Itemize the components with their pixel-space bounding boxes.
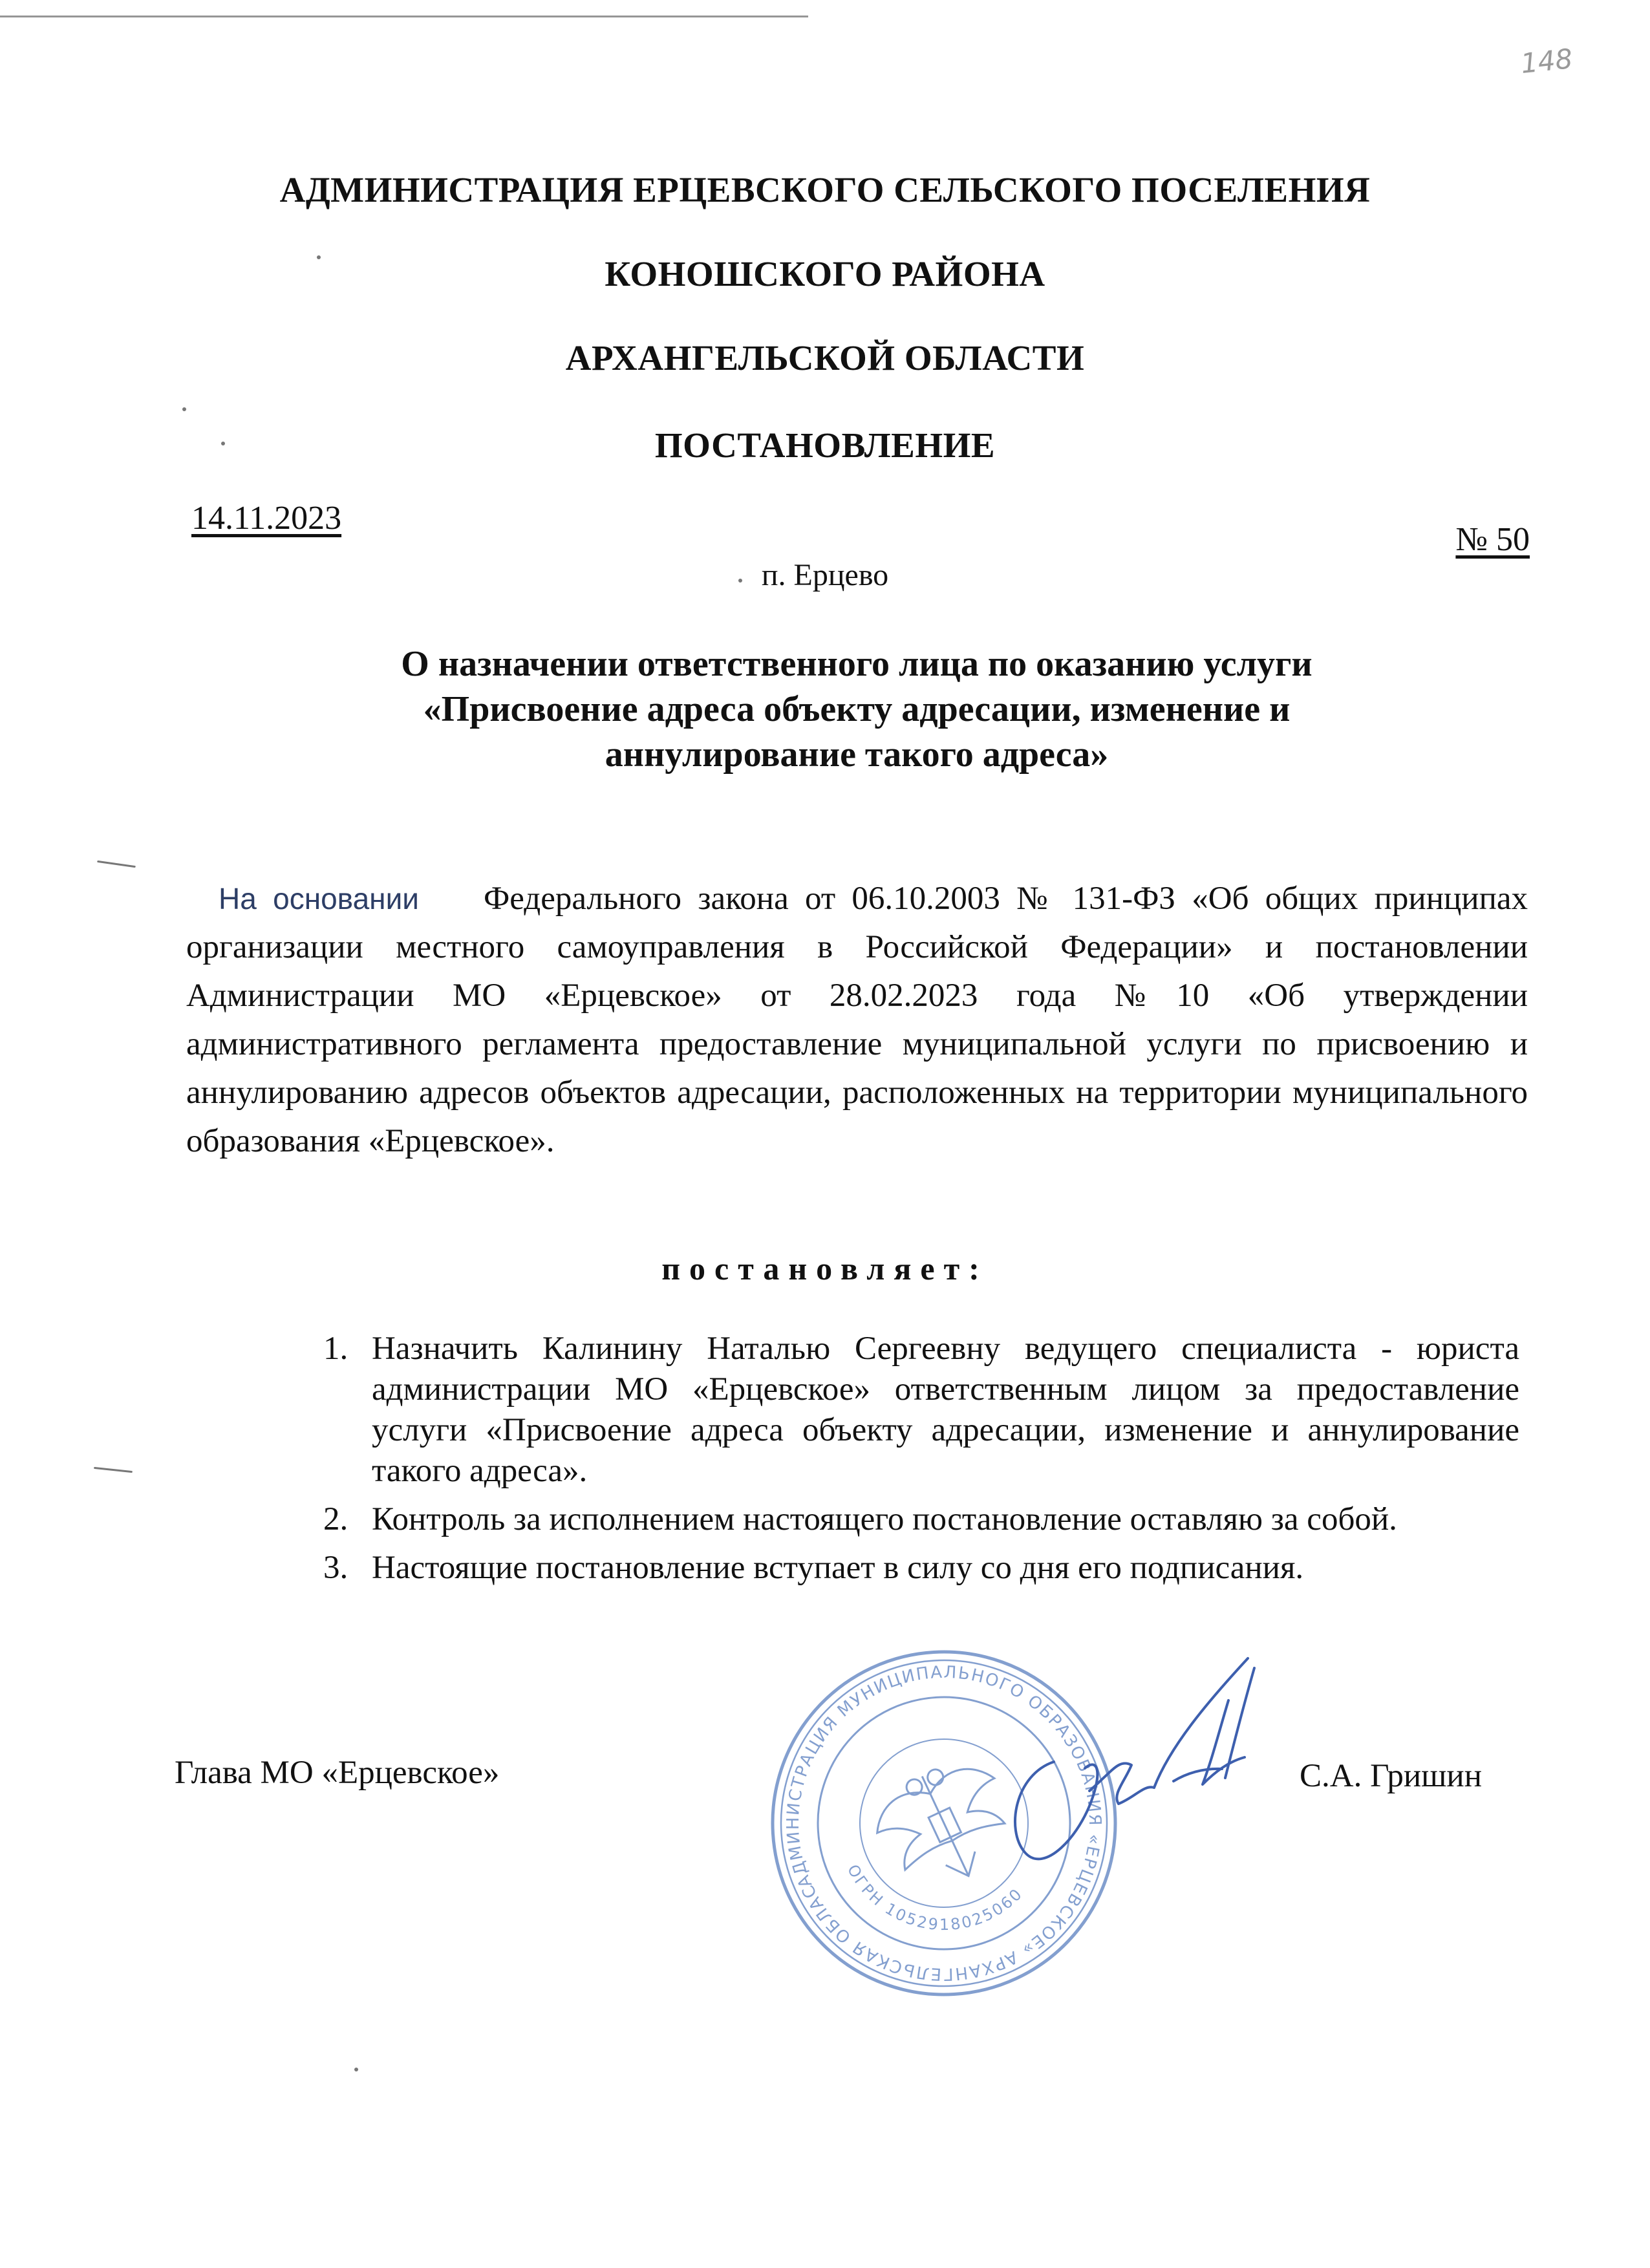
scan-speck — [354, 2068, 358, 2071]
list-item-text: Контроль за исполнением настоящего постановление оставляю за собой. — [372, 1501, 1397, 1537]
list-item-text: Настоящие постановление вступает в силу со дня его подписания. — [372, 1550, 1304, 1586]
seal-outer-text: АДМИНИСТРАЦИЯ МУНИЦИПАЛЬНОГО ОБРАЗОВАНИЯ «ЕРЦЕВСКОЕ» АРХАНГЕЛЬСКАЯ ОБЛАСТЬ — [783, 1662, 1105, 1984]
handwritten-page-number: 148 — [1519, 42, 1574, 80]
seal-inner-text: ОГРН 1052918025060 — [843, 1861, 1027, 1934]
header-line-2: КОНОШСКОГО РАЙОНА — [605, 254, 1045, 294]
list-item — [317, 1329, 1519, 1492]
preamble-paragraph — [186, 875, 1528, 1166]
resolves-heading: постановляет: — [661, 1250, 989, 1287]
document-date: 14.11.2023 — [191, 500, 342, 537]
preamble-text: Федерального закона от 06.10.2003 № 131-ФЗ «Об общих принципах организации местного самоуправления в Российской Федерации» и постановлении Администрации МО «Ерцевское» от 28.02.2023 года №10 «Об утверждении административного регламента предоставление муниципальной услуги по присвоению и аннулированию адресов объектов адресации, расположенных на территории муниципального образования «Ерцевское». — [186, 881, 1528, 1159]
title-line-1: О назначении ответственного лица по оказанию услуги — [401, 644, 1312, 684]
list-item — [317, 1499, 1519, 1540]
document-type: ПОСТАНОВЛЕНИЕ — [654, 425, 996, 465]
preamble-lead: На основании — [219, 882, 419, 915]
list-item-number: 2. — [323, 1501, 348, 1537]
title-line-3: аннулирование такого адреса» — [605, 734, 1109, 775]
signatory-position: Глава МО «Ерцевское» — [175, 1755, 500, 1791]
list-item-number: 3. — [323, 1550, 348, 1586]
list-item — [317, 1548, 1519, 1589]
document-place: п. Ерцево — [761, 558, 889, 592]
scan-edge-line — [0, 16, 808, 17]
handwritten-signature — [957, 1642, 1319, 1914]
signatory-name: С.А. Гришин — [1300, 1758, 1483, 1794]
list-item-number: 1. — [323, 1331, 348, 1367]
document-number: № 50 — [1455, 521, 1530, 558]
header-line-3: АРХАНГЕЛЬСКОЙ ОБЛАСТИ — [565, 338, 1085, 378]
scan-speck — [182, 407, 186, 411]
document-title — [194, 641, 1519, 777]
header-line-1: АДМИНИСТРАЦИЯ ЕРЦЕВСКОГО СЕЛЬСКОГО ПОСЕЛЕНИЯ — [279, 170, 1371, 209]
list-item-text: Назначить Калинину Наталью Сергеевну ведущего специалиста - юриста администрации МО «Ерцевское» ответственным лицом за предоставление услуги «Присвоение адреса объекту адресации, изменение и аннулирование такого адреса». — [372, 1331, 1519, 1489]
resolution-list — [317, 1329, 1519, 1596]
scan-mark — [94, 1467, 133, 1473]
scan-mark — [97, 861, 136, 868]
title-line-2: «Присвоение адреса объекту адресации, изменение и — [423, 689, 1291, 729]
